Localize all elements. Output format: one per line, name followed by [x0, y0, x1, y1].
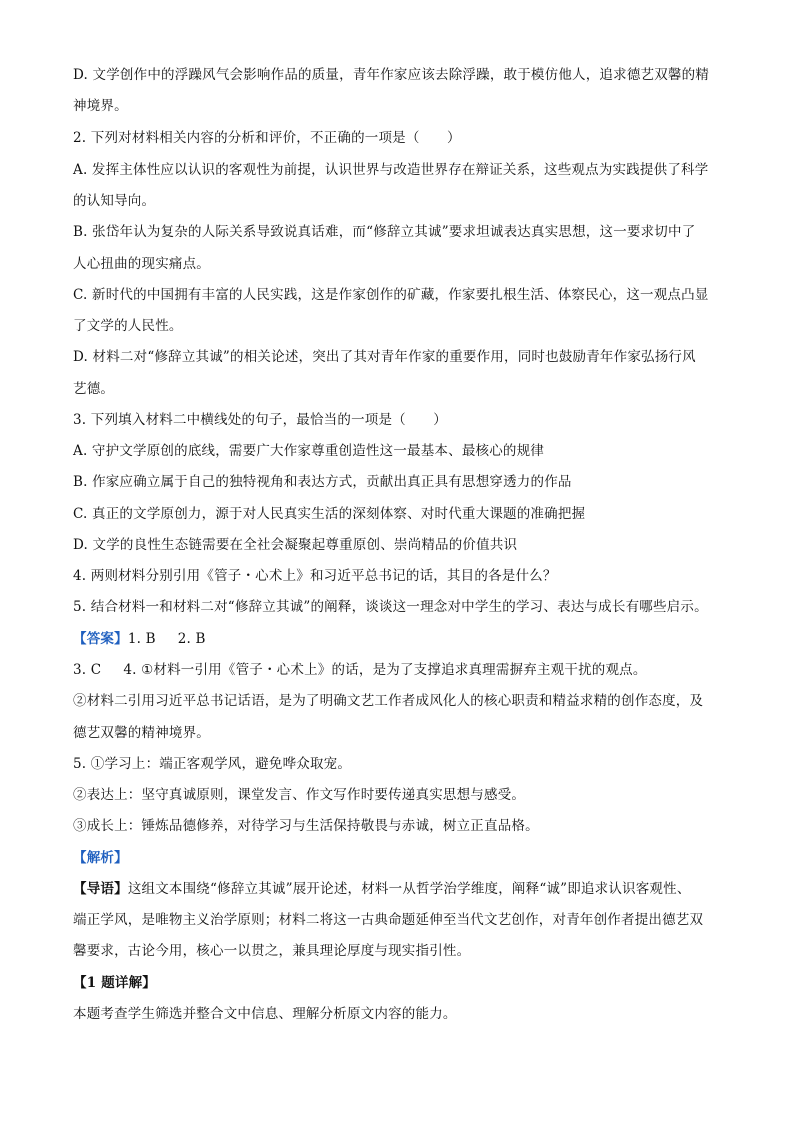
analysis-label: 【解析】: [73, 850, 128, 866]
answer-4-line3: 德艺双馨的精神境界。: [73, 725, 210, 741]
answer-1: 1. B: [127, 631, 156, 647]
guide-text-1: 这组文本围绕“修辞立其诚”展开论述，材料一从哲学治学维度，阐释“诚”即追求认识客观性、: [127, 881, 691, 897]
q2-option-c-line2: 了文学的人民性。: [73, 318, 183, 334]
answer-4-line2: ②材料二引用习近平总书记话语，是为了明确文艺工作者成风化人的核心职责和精益求精的创作态度，及: [73, 693, 704, 709]
q1-option-d-line1: D. 文学创作中的浮躁风气会影响作品的质量，青年作家应该去除浮躁，敢于模仿他人，追求德艺双馨的精: [73, 67, 710, 83]
guide-line3: 馨要求，古论今用，核心一以贯之，兼具理论厚度与现实指引性。: [73, 943, 471, 959]
guide-line2: 端正学风，是唯物主义治学原则；材料二将这一古典命题延伸至当代文艺创作，对青年创作者提出德艺双: [73, 912, 704, 928]
q2-option-a-line1: A. 发挥主体性应以认识的客观性为前提，认识世界与改造世界存在辩证关系，这些观点为实践提供了科学: [73, 162, 709, 178]
q1-option-d-line2: 神境界。: [73, 98, 128, 114]
detail-1-label: 【1 题详解】: [73, 975, 156, 991]
guide-label: 【导语】: [73, 881, 128, 897]
q3-stem: 3. 下列填入材料二中横线处的句子，最恰当的一项是（ ）: [73, 412, 447, 428]
q2-stem: 2. 下列对材料相关内容的分析和评价，不正确的一项是（ ）: [73, 130, 461, 146]
answer-row: [73, 629, 733, 649]
q2-option-a-line2: 的认知导向。: [73, 193, 156, 209]
q2-option-c-line1: C. 新时代的中国拥有丰富的人民实践，这是作家创作的矿藏，作家要扎根生活、体察民心，这一观点凸显: [73, 287, 709, 303]
q3-option-b: B. 作家应确立属于自己的独特视角和表达方式，贡献出真正具有思想穿透力的作品: [73, 474, 572, 490]
q4-stem: 4. 两则材料分别引用《管子・心术上》和习近平总书记的话，其目的各是什么？: [73, 568, 557, 584]
q2-option-b-line2: 人心扭曲的现实痛点。: [73, 256, 210, 272]
answer-5-line2: ②表达上：坚守真诚原则，课堂发言、作文写作时要传递真实思想与感受。: [73, 787, 526, 803]
q3-option-c: C. 真正的文学原创力，源于对人民真实生活的深刻体察、对时代重大课题的准确把握: [73, 506, 586, 522]
q2-option-d-line1: D. 材料二对“修辞立其诚”的相关论述，突出了其对青年作家的重要作用，同时也鼓励青年作家弘扬行风: [73, 349, 696, 365]
q2-option-b-line1: B. 张岱年认为复杂的人际关系导致说真话难，而“修辞立其诚”要求坦诚表达真实思想，这一要求切中了: [73, 224, 696, 240]
q2-option-d-line2: 艺德。: [73, 381, 115, 397]
answer-5-line3: ③成长上：锤炼品德修养，对待学习与生活保持敬畏与赤诚，树立正直品格。: [73, 818, 539, 834]
q3-option-a: A. 守护文学原创的底线，需要广大作家尊重创造性这一最基本、最核心的规律: [73, 443, 545, 459]
q3-option-d: D. 文学的良性生态链需要在全社会凝聚起尊重原创、崇尚精品的价值共识: [73, 537, 518, 553]
answer-5-line1: 5. ①学习上：端正客观学风，避免哗众取宠。: [73, 756, 352, 772]
answer-3: 3. C: [73, 662, 102, 678]
q5-stem: 5. 结合材料一和材料二对“修辞立其诚”的阐释，谈谈这一理念对中学生的学习、表达与成长有哪些启示。: [73, 599, 708, 615]
detail-1-line1: 本题考查学生筛选并整合文中信息、理解分析原文内容的能力。: [73, 1006, 457, 1022]
answer-4-line1: 4. ①材料一引用《管子・心术上》的话，是为了支撑追求真理需摒弃主观干扰的观点。: [123, 662, 647, 678]
answer-row-2: [73, 660, 733, 680]
guide-line1: [73, 879, 733, 899]
answer-2: 2. B: [177, 631, 206, 647]
answer-label: 【答案】: [73, 631, 128, 647]
